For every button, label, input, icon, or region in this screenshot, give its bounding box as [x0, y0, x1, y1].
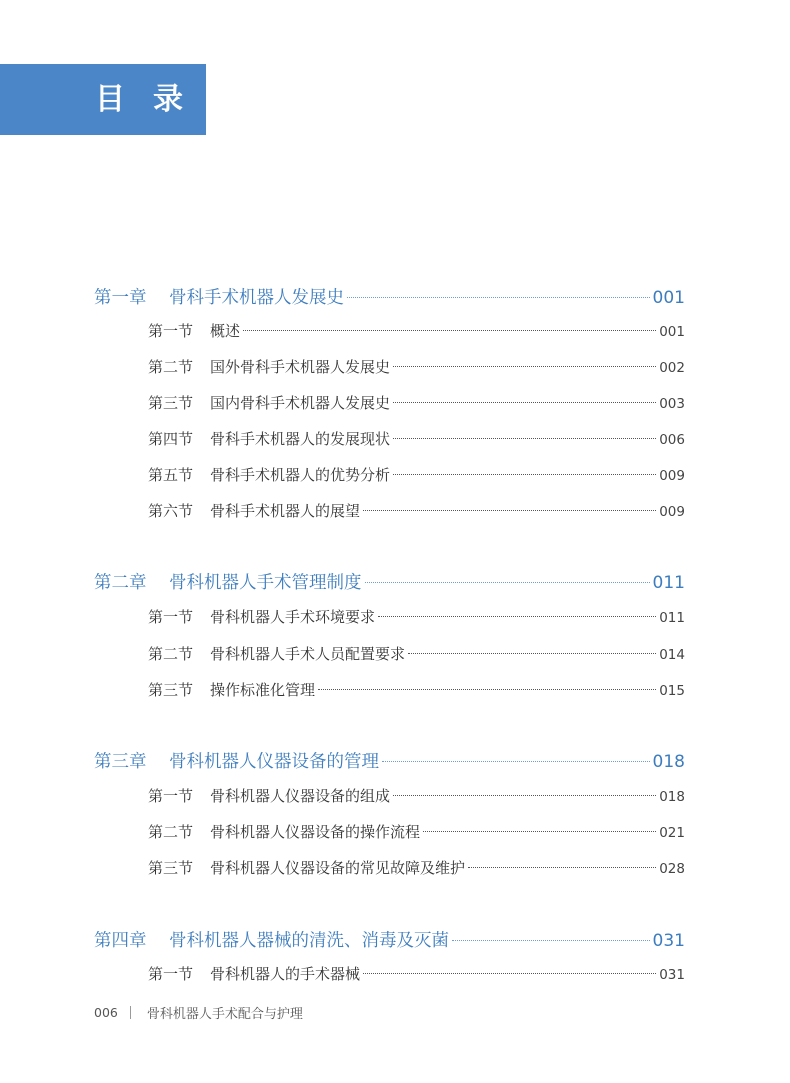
section-entry[interactable] — [148, 320, 685, 341]
page-title — [95, 80, 187, 120]
dot-leader — [378, 615, 656, 617]
section-page: 009 — [659, 504, 685, 520]
section-number: 第四节 — [148, 430, 194, 448]
section-number: 第一节 — [148, 608, 194, 626]
section-number: 第三节 — [148, 859, 194, 877]
section-page: 014 — [659, 647, 685, 663]
dot-leader — [468, 866, 656, 868]
section-number: 第二节 — [148, 645, 194, 663]
section-title: 国外骨科手术机器人发展史 — [210, 358, 391, 376]
section-page: 003 — [659, 396, 685, 412]
footer-book-title: 骨科机器人手术配合与护理 — [146, 1007, 303, 1022]
section-entry[interactable] — [148, 643, 685, 664]
chapter-entry[interactable] — [94, 748, 685, 773]
section-number: 第六节 — [148, 502, 194, 520]
dot-leader — [393, 437, 656, 439]
dot-leader — [423, 830, 656, 832]
dot-leader — [382, 760, 650, 762]
section-title: 骨科机器人手术环境要求 — [210, 608, 376, 626]
section-entry[interactable] — [148, 606, 685, 627]
page-title-char-1: 目 — [95, 82, 129, 117]
section-page: 021 — [659, 825, 685, 841]
section-page: 031 — [659, 967, 685, 983]
footer-page-number: 006 — [94, 1005, 118, 1020]
dot-leader — [243, 329, 656, 331]
section-entry[interactable] — [148, 963, 685, 984]
chapter-title: 骨科机器人仪器设备的管理 — [169, 752, 379, 772]
chapter-page: 018 — [652, 752, 685, 772]
section-number: 第五节 — [148, 466, 194, 484]
section-title: 概述 — [210, 322, 241, 340]
section-entry[interactable] — [148, 464, 685, 485]
dot-leader — [365, 581, 650, 583]
footer-divider — [130, 1006, 131, 1019]
dot-leader — [318, 688, 656, 690]
dot-leader — [347, 296, 650, 298]
dot-leader — [452, 939, 650, 941]
chapter-entry[interactable] — [94, 927, 685, 952]
section-page: 028 — [659, 861, 685, 877]
chapter-title: 骨科手术机器人发展史 — [169, 288, 344, 308]
dot-leader — [393, 401, 656, 403]
chapter-entry[interactable] — [94, 284, 685, 309]
chapter-number: 第四章 — [94, 931, 147, 951]
section-number: 第二节 — [148, 358, 194, 376]
page-title-char-2: 录 — [153, 82, 187, 117]
dot-leader — [393, 794, 656, 796]
dot-leader — [393, 365, 656, 367]
section-title: 骨科机器人仪器设备的常见故障及维护 — [210, 859, 466, 877]
section-title: 国内骨科手术机器人发展史 — [210, 394, 391, 412]
section-number: 第一节 — [148, 787, 194, 805]
section-entry[interactable] — [148, 857, 685, 878]
section-page: 015 — [659, 683, 685, 699]
section-entry[interactable] — [148, 356, 685, 377]
section-title: 骨科机器人仪器设备的组成 — [210, 787, 391, 805]
chapter-number: 第三章 — [94, 752, 147, 772]
section-title: 骨科手术机器人的展望 — [210, 502, 361, 520]
chapter-page: 031 — [652, 931, 685, 951]
section-title: 骨科机器人的手术器械 — [210, 965, 361, 983]
chapter-entry[interactable] — [94, 569, 685, 594]
section-title: 骨科手术机器人的优势分析 — [210, 466, 391, 484]
chapter-number: 第一章 — [94, 288, 147, 308]
dot-leader — [363, 972, 656, 974]
dot-leader — [393, 473, 656, 475]
section-entry[interactable] — [148, 821, 685, 842]
chapter-page: 001 — [652, 288, 685, 308]
section-title: 骨科机器人仪器设备的操作流程 — [210, 823, 421, 841]
chapter-page: 011 — [652, 573, 685, 593]
section-number: 第一节 — [148, 322, 194, 340]
section-title: 骨科手术机器人的发展现状 — [210, 430, 391, 448]
section-entry[interactable] — [148, 392, 685, 413]
section-page: 018 — [659, 789, 685, 805]
section-number: 第一节 — [148, 965, 194, 983]
page-footer — [94, 1003, 303, 1022]
chapter-title: 骨科机器人器械的清洗、消毒及灭菌 — [169, 931, 449, 951]
section-entry[interactable] — [148, 428, 685, 449]
chapter-title: 骨科机器人手术管理制度 — [169, 573, 362, 593]
section-title: 操作标准化管理 — [210, 681, 316, 699]
section-page: 006 — [659, 432, 685, 448]
section-number: 第二节 — [148, 823, 194, 841]
section-entry[interactable] — [148, 679, 685, 700]
section-page: 009 — [659, 468, 685, 484]
section-page: 001 — [659, 324, 685, 340]
dot-leader — [363, 509, 656, 511]
dot-leader — [408, 652, 656, 654]
section-page: 002 — [659, 360, 685, 376]
chapter-number: 第二章 — [94, 573, 147, 593]
section-page: 011 — [659, 610, 685, 626]
section-number: 第三节 — [148, 681, 194, 699]
section-number: 第三节 — [148, 394, 194, 412]
section-title: 骨科机器人手术人员配置要求 — [210, 645, 406, 663]
section-entry[interactable] — [148, 500, 685, 521]
section-entry[interactable] — [148, 785, 685, 806]
